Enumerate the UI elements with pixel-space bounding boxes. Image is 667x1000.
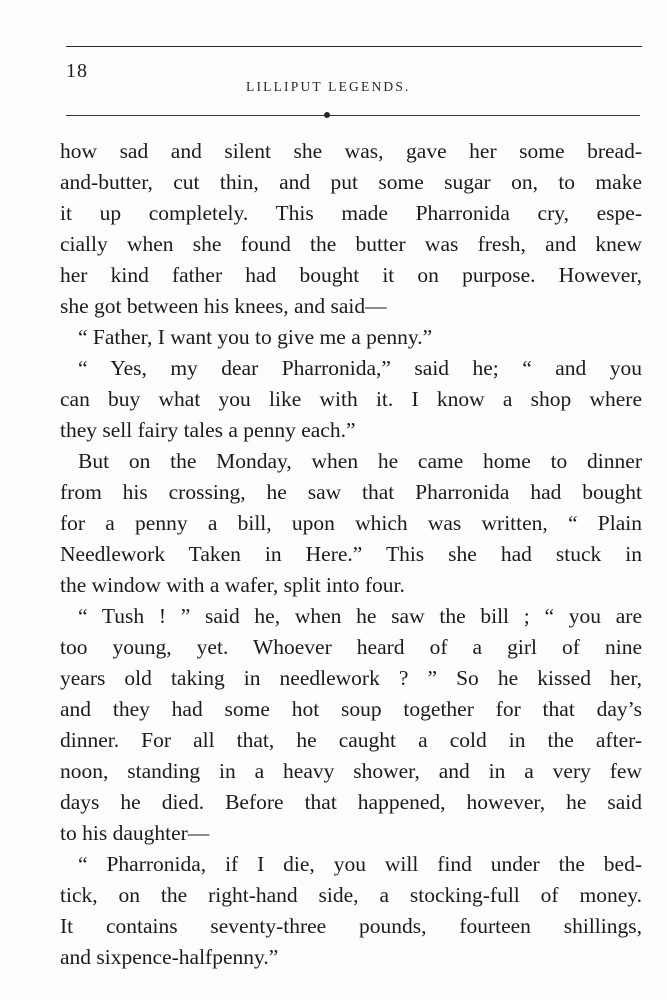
header-top-rule xyxy=(66,46,642,47)
text-line: to his daughter— xyxy=(60,821,210,845)
text-line: Needlework Taken in Here.” This she had stuck in xyxy=(60,542,642,566)
text-line: she got between his knees, and said— xyxy=(60,294,387,318)
text-line: the window with a wafer, split into four. xyxy=(60,573,405,597)
text-line: her kind father had bought it on purpose. However, xyxy=(60,263,642,287)
text-line: and sixpence-halfpenny.” xyxy=(60,945,279,969)
text-line: and they had some hot soup together for that day’s xyxy=(60,697,642,721)
text-line: they sell fairy tales a penny each.” xyxy=(60,418,356,442)
text-line: tick, on the right-hand side, a stocking-full of money. xyxy=(60,883,642,907)
text-line: how sad and silent she was, gave her some bread- xyxy=(60,139,642,163)
text-line: But on the Monday, when he came home to dinner xyxy=(78,449,642,473)
running-title: LILLIPUT LEGENDS. xyxy=(246,79,411,94)
text-line: dinner. For all that, he caught a cold in the after- xyxy=(60,728,642,752)
text-line: “ Pharronida, if I die, you will find under the bed- xyxy=(78,852,642,876)
text-line: years old taking in needlework ? ” So he kissed her, xyxy=(60,666,642,690)
header-rule-ornament xyxy=(324,112,330,118)
text-line: It contains seventy-three pounds, fourteen shillings, xyxy=(60,914,642,938)
text-line: “ Father, I want you to give me a penny.” xyxy=(78,325,433,349)
text-line: noon, standing in a heavy shower, and in a very few xyxy=(60,759,642,783)
text-line: too young, yet. Whoever heard of a girl of nine xyxy=(60,635,642,659)
text-line: from his crossing, he saw that Pharronida had bought xyxy=(60,480,642,504)
text-line: “ Tush ! ” said he, when he saw the bill ; “ you are xyxy=(78,604,642,628)
text-line: days he died. Before that happened, however, he said xyxy=(60,790,642,814)
text-line: and-butter, cut thin, and put some sugar on, to make xyxy=(60,170,642,194)
text-line: cially when she found the butter was fresh, and knew xyxy=(60,232,642,256)
text-line: it up completely. This made Pharronida cry, espe- xyxy=(60,201,642,225)
header-bottom-rule xyxy=(66,115,640,116)
page-number: 18 xyxy=(66,60,88,82)
text-line: “ Yes, my dear Pharronida,” said he; “ and you xyxy=(78,356,642,380)
text-line: can buy what you like with it. I know a shop where xyxy=(60,387,642,411)
text-line: for a penny a bill, upon which was written, “ Plain xyxy=(60,511,642,535)
